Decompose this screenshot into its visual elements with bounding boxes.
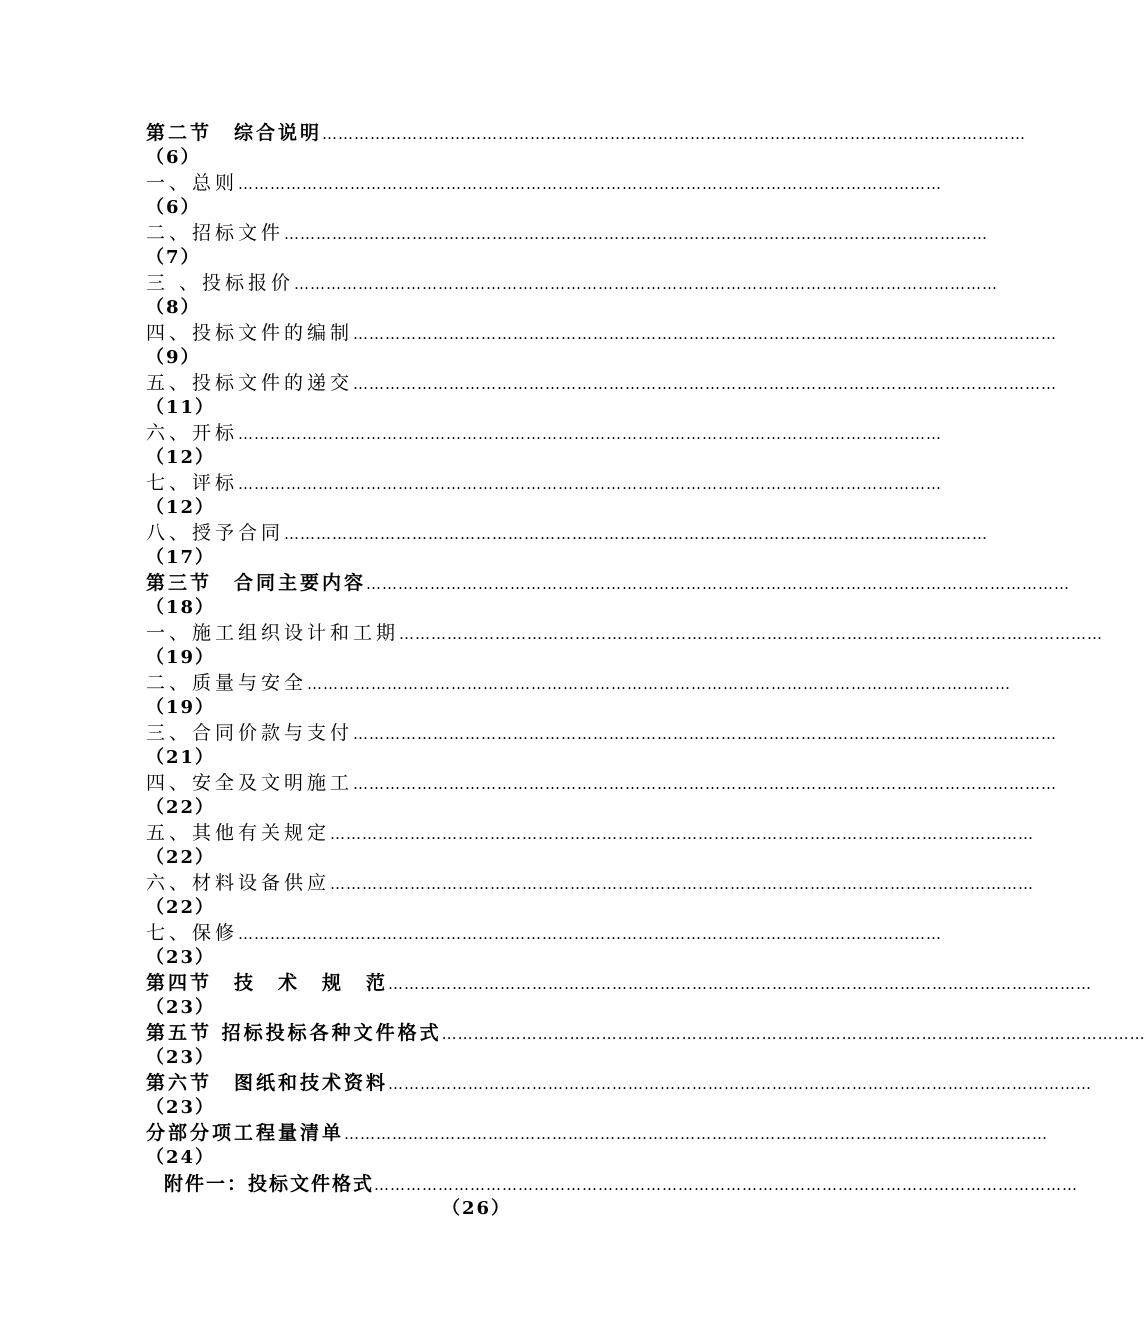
table-of-contents: [146, 120, 1146, 1170]
toc-leader: ……………………………………………………………………………………………………………………: [284, 225, 989, 243]
toc-leader: ……………………………………………………………………………………………………………………: [353, 375, 1058, 393]
toc-entry-page: （18）: [146, 597, 216, 618]
toc-entry[interactable]: [146, 970, 1093, 1020]
toc-entry-page: （22）: [146, 847, 216, 868]
toc-entry-page: （23）: [146, 997, 216, 1018]
toc-entry[interactable]: [146, 220, 989, 270]
toc-entry[interactable]: [146, 570, 1071, 620]
toc-entry[interactable]: [146, 1120, 1049, 1170]
toc-entry-page: （19）: [146, 697, 216, 718]
toc-appendix-page: （26）: [441, 1198, 512, 1219]
toc-entry-page: （12）: [146, 497, 216, 518]
toc-entry-title: 六、开标: [146, 422, 239, 444]
toc-entry[interactable]: [146, 1020, 1146, 1070]
toc-leader: ……………………………………………………………………………………………………………………: [441, 1025, 1146, 1043]
toc-entry-page: （23）: [146, 1047, 216, 1068]
toc-leader: ……………………………………………………………………………………………………………………: [294, 275, 999, 293]
toc-entry[interactable]: [146, 420, 943, 470]
toc-leader: ……………………………………………………………………………………………………………………: [238, 425, 943, 443]
toc-entry[interactable]: [146, 920, 943, 970]
toc-leader: ……………………………………………………………………………………………………………………: [322, 125, 1027, 143]
toc-leader: ……………………………………………………………………………………………………………………: [238, 925, 943, 943]
toc-entry[interactable]: [146, 770, 1058, 820]
toc-entry-title: 第五节 招标投标各种文件格式: [146, 1022, 442, 1044]
toc-entry-page: （12）: [146, 447, 216, 468]
toc-leader: ……………………………………………………………………………………………………………………: [353, 325, 1058, 343]
toc-leader: ……………………………………………………………………………………………………………………: [388, 1075, 1093, 1093]
toc-leader: ……………………………………………………………………………………………………………………: [366, 575, 1071, 593]
toc-entry-title: 三、合同价款与支付: [146, 722, 354, 744]
toc-entry-title: 第六节 图纸和技术资料: [146, 1072, 389, 1094]
toc-entry-title: 分部分项工程量清单: [146, 1122, 345, 1144]
toc-entry[interactable]: [146, 270, 999, 320]
toc-leader: ……………………………………………………………………………………………………………………: [284, 525, 989, 543]
toc-entry[interactable]: [146, 320, 1058, 370]
toc-entry-title: 七、评标: [146, 472, 239, 494]
toc-leader: ……………………………………………………………………………………………………………………: [238, 175, 943, 193]
toc-entry-page: （22）: [146, 897, 216, 918]
toc-leader: ……………………………………………………………………………………………………………………: [399, 625, 1104, 643]
toc-leader: ……………………………………………………………………………………………………………………: [353, 725, 1058, 743]
toc-entry-title: 六、材料设备供应: [146, 872, 331, 894]
toc-entry-page: （11）: [146, 397, 216, 418]
toc-leader: ……………………………………………………………………………………………………………………: [353, 775, 1058, 793]
toc-entry-title: 一、总则: [146, 172, 239, 194]
toc-entry[interactable]: [146, 370, 1058, 420]
toc-entry[interactable]: [146, 120, 1027, 170]
toc-entry[interactable]: [146, 470, 943, 520]
toc-entry-title: 一、施工组织设计和工期: [146, 622, 400, 644]
toc-appendix-title: 附件一：投标文件格式: [164, 1173, 375, 1195]
toc-leader: ……………………………………………………………………………………………………………………: [238, 475, 943, 493]
toc-entry-title: 二、质量与安全: [146, 672, 308, 694]
toc-entry-title: 第二节 综合说明: [146, 122, 323, 144]
toc-leader: ……………………………………………………………………………………………………………………: [330, 825, 1035, 843]
toc-entry-page: （23）: [146, 947, 216, 968]
toc-entry-page: （9）: [146, 347, 201, 368]
toc-entry[interactable]: [146, 720, 1058, 770]
toc-entry[interactable]: [146, 520, 989, 570]
toc-entry-title: 七、保修: [146, 922, 239, 944]
toc-entry-title: 第三节 合同主要内容: [146, 572, 367, 594]
toc-entry[interactable]: [146, 1070, 1093, 1120]
toc-leader: ……………………………………………………………………………………………………………………: [330, 875, 1035, 893]
toc-entry-title: 五、投标文件的递交: [146, 372, 354, 394]
toc-entry-page: （19）: [146, 647, 216, 668]
toc-leader: ……………………………………………………………………………………………………………………: [388, 975, 1093, 993]
toc-entry-title: 第四节 技 术 规 范: [146, 972, 389, 994]
toc-entry-page: （6）: [146, 197, 201, 218]
toc-entry-title: 八、授予合同: [146, 522, 285, 544]
toc-entry[interactable]: [146, 670, 1012, 720]
toc-entry-title: 五、其他有关规定: [146, 822, 331, 844]
toc-entry[interactable]: [146, 620, 1104, 670]
toc-entry-page: （21）: [146, 747, 216, 768]
toc-leader: ……………………………………………………………………………………………………………………: [307, 675, 1012, 693]
toc-entry-page: （17）: [146, 547, 216, 568]
toc-entry[interactable]: [146, 820, 1035, 870]
toc-entry[interactable]: [146, 870, 1035, 920]
toc-entry-page: （8）: [146, 297, 201, 318]
toc-leader: ……………………………………………………………………………………………………………………: [344, 1125, 1049, 1143]
toc-entry-page: （23）: [146, 1097, 216, 1118]
toc-entry-title: 四、投标文件的编制: [146, 322, 354, 344]
toc-entry-title: 四、安全及文明施工: [146, 772, 354, 794]
toc-entry[interactable]: [146, 170, 943, 220]
toc-entry-page: （24）: [146, 1147, 216, 1168]
toc-entry-page: （6）: [146, 147, 201, 168]
toc-entry-page: （7）: [146, 247, 201, 268]
toc-entry-title: 三 、投标报价: [146, 272, 295, 294]
toc-entry-title: 二、招标文件: [146, 222, 285, 244]
toc-appendix-entry[interactable]: [164, 1170, 1079, 1221]
toc-leader: ……………………………………………………………………………………………………………………: [374, 1176, 1079, 1194]
toc-entry-page: （22）: [146, 797, 216, 818]
